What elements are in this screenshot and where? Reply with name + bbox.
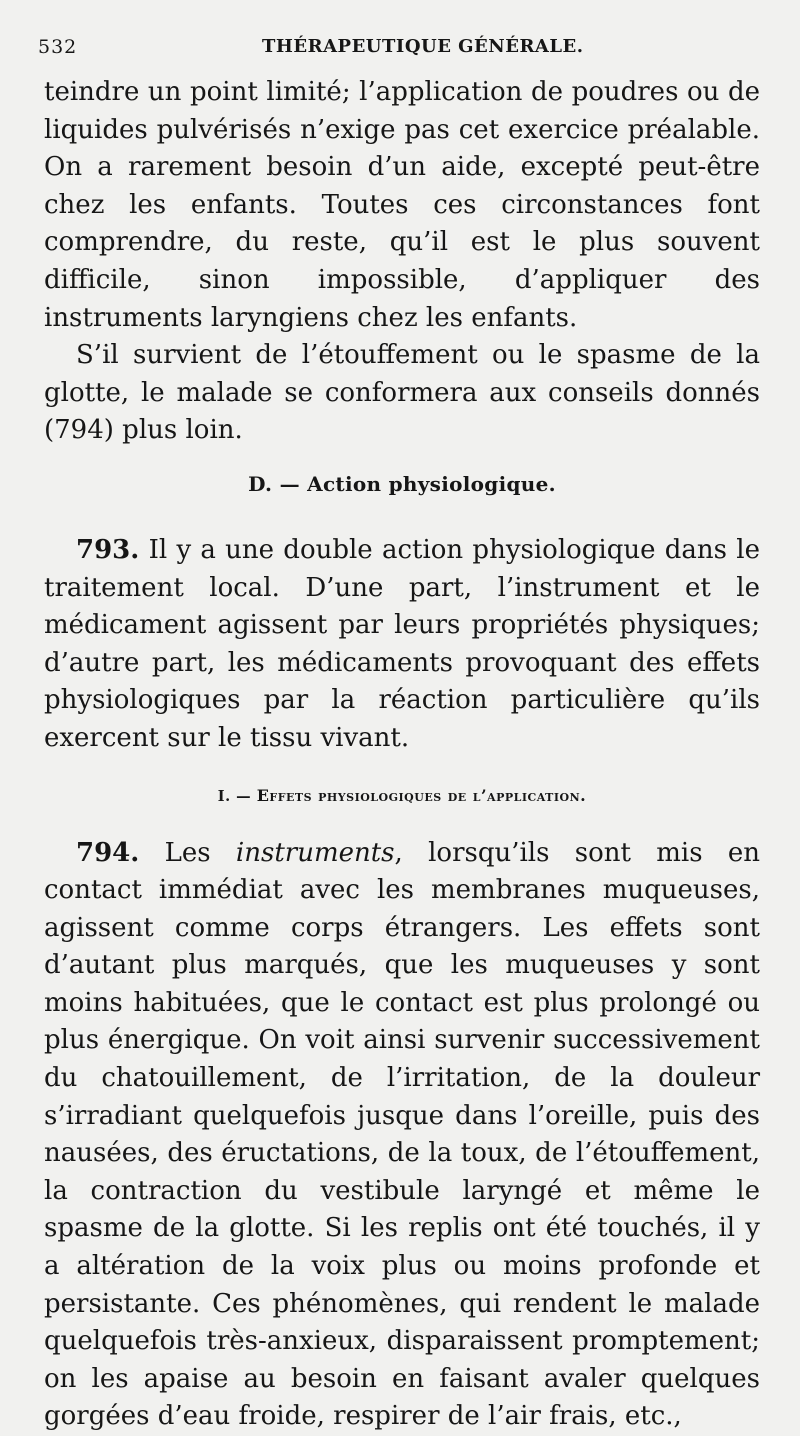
subsection-heading-1-text: Effets physiologiques de l’application. xyxy=(257,786,587,805)
paragraph-793-text: Il y a une double action physiologique dans le traitement local. D’une part, l’instrument et le médicament agissent par leurs propriétés physiques; d’autre part, les médicaments provoquant des effets physiologiques par la réaction particulière qu’ils exercent sur le tissu vivant. xyxy=(44,535,760,753)
paragraph-number-794: 794. xyxy=(76,838,139,868)
paragraph-793 xyxy=(44,532,760,758)
paragraph-794-emphasis: instruments xyxy=(236,838,395,868)
subsection-heading-1-number: I. — xyxy=(218,788,257,805)
paragraph-794-text-b: , lorsqu’ils sont mis en contact immédiat avec les membranes muqueuses, agissent comme corps étrangers. Les effets sont d’autant plus marqués, que les muqueuses y sont moins habituées, que le contact est plus prolongé ou plus énergique. On voit ainsi survenir successivement du chatouillement, de l’irritation, de la douleur s’irradiant quelquefois jusque dans l’oreille, puis des nausées, des éructations, de la toux, de l’étouffement, la contraction du vestibule laryngé et même le spasme de la glotte. Si les replis ont été touchés, il y a altération de la voix plus ou moins profonde et persistante. Ces phénomènes, qui rendent le malade quelquefois très-anxieux, disparaissent promptement; on les apaise au besoin en faisant avaler quelques gorgées d’eau froide, respirer de l’air frais, etc., xyxy=(44,838,760,1432)
section-heading-d: D. — Action physiologique. xyxy=(44,472,760,496)
page-number: 532 xyxy=(38,36,77,58)
running-header xyxy=(38,36,760,66)
paragraph-number-793: 793. xyxy=(76,535,139,565)
page-body xyxy=(44,74,760,1436)
paragraph-continued: teindre un point limité; l’application de poudres ou de liquides pulvérisés n’exige pas cet exercice préalable. On a rarement besoin d’un aide, excepté peut-être chez les enfants. Toutes ces circonstances font comprendre, du reste, qu’il est le plus souvent difficile, sinon impossible, d’appliquer des instruments laryngiens chez les enfants. xyxy=(44,74,760,337)
paragraph-spasme: S’il survient de l’étouffement ou le spasme de la glotte, le malade se conformera aux conseils donnés (794) plus loin. xyxy=(44,337,760,450)
subsection-heading-1 xyxy=(44,786,760,805)
paragraph-794-text-a: Les xyxy=(139,838,236,868)
running-title: THÉRAPEUTIQUE GÉNÉRALE. xyxy=(262,36,584,57)
paragraph-794 xyxy=(44,835,760,1436)
